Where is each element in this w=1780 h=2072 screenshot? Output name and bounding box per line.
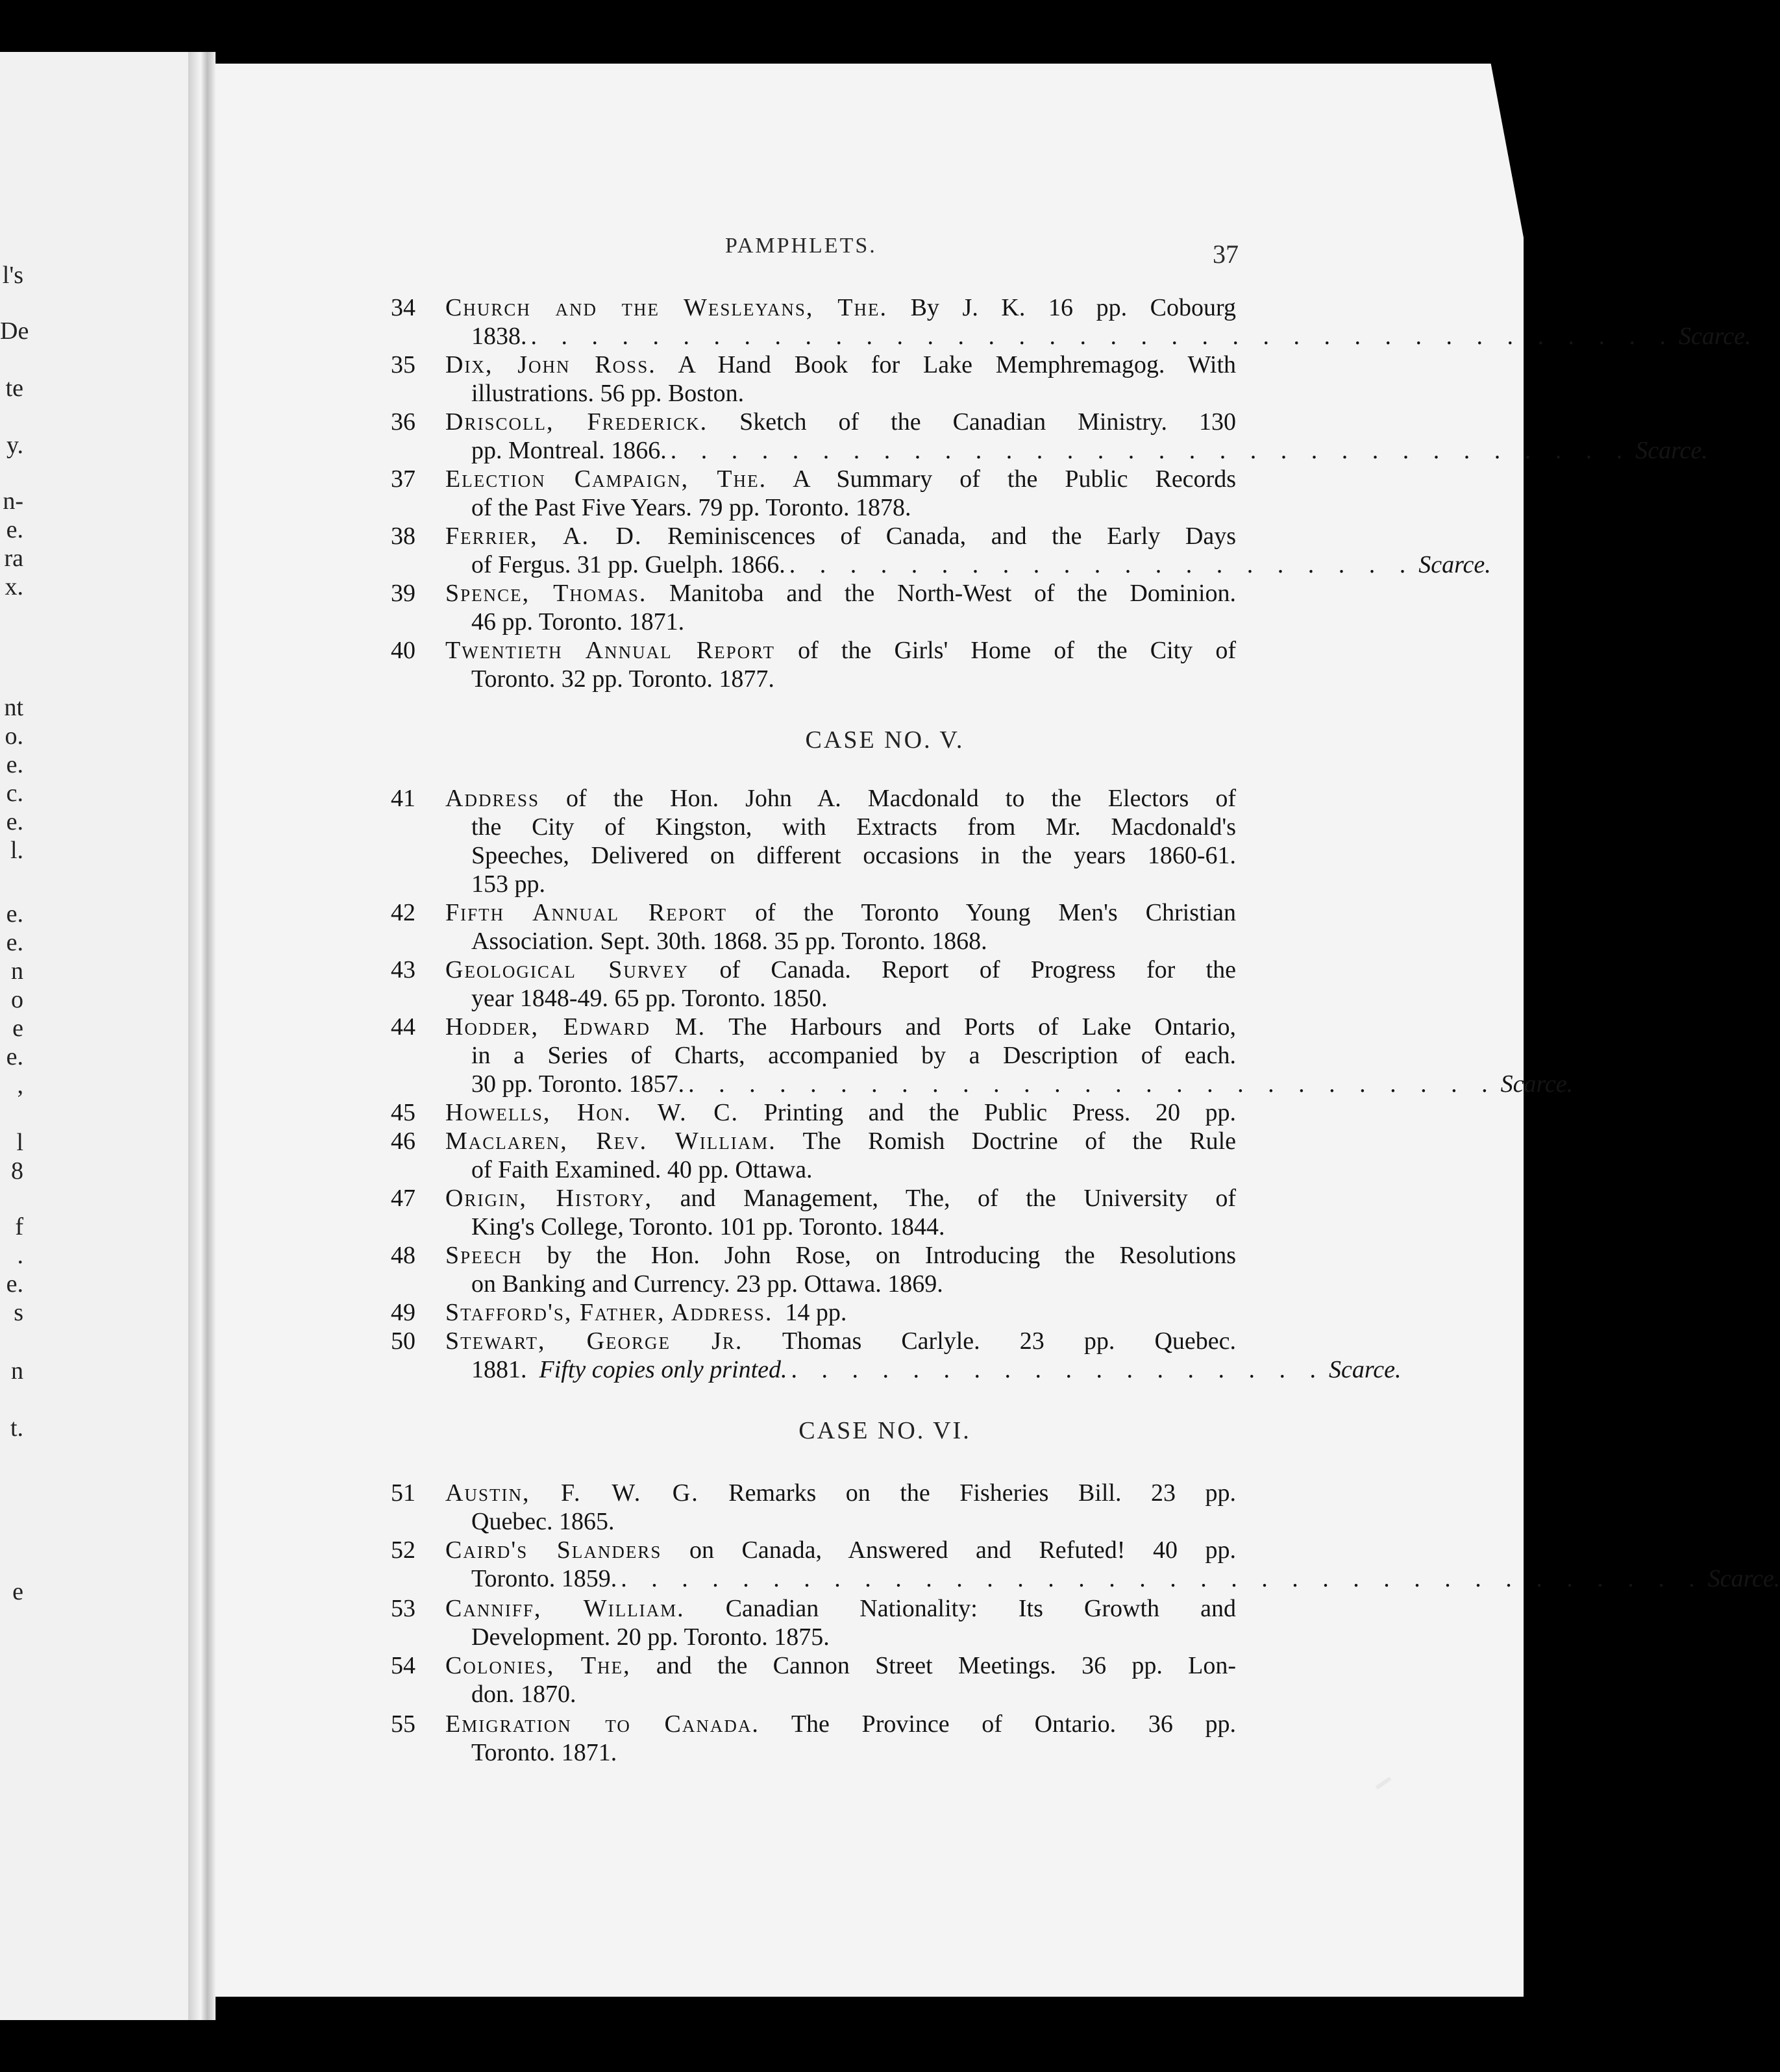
edition-note: Fifty copies only printed. xyxy=(539,1356,787,1383)
scarcity-note: Scarce. xyxy=(1635,437,1708,464)
margin-fragment: e. xyxy=(6,516,23,543)
catalogue-entry xyxy=(391,1013,1574,1098)
entry-number: 48 xyxy=(391,1242,415,1269)
page-number: 37 xyxy=(1213,240,1239,269)
margin-fragment: f xyxy=(15,1213,23,1240)
entry-text: the City of Kingston, with Extracts from Mr. Macdonald's xyxy=(471,813,1236,841)
dot-leader: . . . . . . . . . . . . . . . . . . xyxy=(791,1356,1326,1383)
entry-number: 45 xyxy=(391,1099,415,1126)
entry-number: 36 xyxy=(391,408,415,436)
section-heading-case-v: CASE NO. V. xyxy=(805,726,965,754)
entry-title: Stafford's, Father, Address. xyxy=(445,1299,773,1326)
entry-text: The Romish Doctrine of the Rule xyxy=(802,1128,1236,1155)
margin-fragment: l. xyxy=(10,837,23,864)
entry-title: Twentieth Annual Report xyxy=(445,637,775,664)
entry-text: pp. Montreal. 1866. xyxy=(471,437,667,464)
running-header: PAMPHLETS. xyxy=(725,234,877,258)
entry-title: Emigration to Canada. xyxy=(445,1710,760,1738)
margin-fragment: e. xyxy=(6,929,23,956)
catalogue-entry xyxy=(391,293,1751,351)
dot-leader: . . . . . . . . . . . . . . . . . . . . . xyxy=(789,551,1415,578)
entry-text: 1881. xyxy=(471,1356,527,1383)
margin-fragment: s xyxy=(14,1299,23,1326)
entry-text: Development. 20 pp. Toronto. 1875. xyxy=(471,1623,830,1651)
catalogue-entry xyxy=(393,1710,1236,1767)
margin-fragment: e xyxy=(12,1578,23,1605)
margin-fragment: c. xyxy=(6,780,23,807)
entry-title: Dix, John Ross. xyxy=(445,351,656,378)
catalogue-entry xyxy=(393,465,1236,522)
margin-fragment: te xyxy=(5,375,23,402)
catalogue-entry xyxy=(393,1241,1236,1298)
margin-fragment: e. xyxy=(6,1270,23,1298)
entry-text: on Banking and Currency. 23 pp. Ottawa. 1869. xyxy=(471,1270,943,1298)
catalogue-entry xyxy=(393,956,1236,1013)
entry-text: and Management, The, of the University of xyxy=(680,1185,1237,1212)
entry-text: 46 pp. Toronto. 1871. xyxy=(471,608,685,635)
entry-number: 51 xyxy=(391,1479,415,1507)
entry-text: Association. Sept. 30th. 1868. 35 pp. Toronto. 1868. xyxy=(471,928,987,955)
entry-text: Thomas Carlyle. 23 pp. Quebec. xyxy=(782,1327,1236,1355)
scarcity-note: Scarce. xyxy=(1418,551,1491,578)
entry-text: Manitoba and the North-West of the Dominion. xyxy=(669,580,1237,607)
margin-fragment: l xyxy=(16,1129,23,1156)
catalogue-entry xyxy=(391,522,1491,579)
entry-text: of Fergus. 31 pp. Guelph. 1866. xyxy=(471,551,785,578)
entry-number: 52 xyxy=(391,1536,415,1564)
entry-text: Remarks on the Fisheries Bill. 23 pp. xyxy=(728,1479,1237,1507)
margin-fragment: nt xyxy=(4,694,23,721)
entry-title: Church and the Wesleyans, The. xyxy=(445,294,887,321)
entry-number: 49 xyxy=(391,1299,415,1326)
dot-leader: . . . . . . . . . . . . . . . . . . . . . . . . . . . xyxy=(688,1070,1497,1098)
entry-text: Toronto. 1859. xyxy=(471,1565,617,1592)
entry-text: The Province of Ontario. 36 pp. xyxy=(791,1710,1236,1738)
scarcity-note: Scarce. xyxy=(1329,1356,1402,1383)
margin-fragment: e xyxy=(12,1015,23,1042)
entry-number: 46 xyxy=(391,1128,415,1155)
entry-number: 44 xyxy=(391,1013,415,1041)
catalogue-entry xyxy=(393,579,1236,636)
entry-text: 1838. xyxy=(471,323,527,350)
entry-text: of Canada. Report of Progress for the xyxy=(719,956,1237,983)
entry-text: King's College, Toronto. 101 pp. Toronto. 1844. xyxy=(471,1213,945,1240)
catalogue-entry xyxy=(393,351,1236,408)
entry-number: 53 xyxy=(391,1595,415,1622)
entry-number: 39 xyxy=(391,580,415,607)
margin-fragment: De xyxy=(0,317,29,345)
scarcity-note: Scarce. xyxy=(1500,1070,1574,1098)
catalogue-entry xyxy=(393,898,1236,956)
margin-fragment: e. xyxy=(6,808,23,835)
entry-title: Address xyxy=(445,785,539,812)
margin-fragment: e. xyxy=(6,1043,23,1070)
entry-number: 40 xyxy=(391,637,415,664)
entry-number: 43 xyxy=(391,956,415,983)
dot-leader: . . . . . . . . . . . . . . . . . . . . . . . . . . . . . . . . . . . . xyxy=(621,1565,1704,1592)
entry-title: Origin, History, xyxy=(445,1185,653,1212)
entry-number: 55 xyxy=(391,1710,415,1738)
catalogue-entry xyxy=(393,636,1236,693)
margin-fragment: o xyxy=(11,986,23,1013)
entry-text: of the Toronto Young Men's Christian xyxy=(755,899,1237,926)
entry-text: By J. K. 16 pp. Cobourg xyxy=(910,294,1236,321)
entry-text: 14 pp. xyxy=(785,1299,847,1326)
entry-text: Speeches, Delivered on different occasions in the years 1860-61. xyxy=(471,842,1236,869)
margin-fragment: n xyxy=(11,957,23,985)
entry-text: illustrations. 56 pp. Boston. xyxy=(471,380,745,407)
entry-title: Stewart, George Jr. xyxy=(445,1327,743,1355)
entry-text: don. 1870. xyxy=(471,1681,576,1708)
catalogue-entry xyxy=(391,1536,1780,1593)
scarcity-note: Scarce. xyxy=(1707,1565,1780,1592)
margin-fragment: l's xyxy=(2,262,23,289)
margin-fragment: e. xyxy=(6,900,23,928)
entry-text: A Hand Book for Lake Memphremagog. With xyxy=(678,351,1236,378)
catalogue-entry xyxy=(393,784,1236,898)
section-heading-case-vi: CASE NO. VI. xyxy=(798,1417,971,1444)
entry-text: The Harbours and Ports of Lake Ontario, xyxy=(728,1013,1236,1041)
catalogue-entry xyxy=(393,1184,1236,1241)
margin-fragment: o. xyxy=(5,722,23,750)
entry-number: 38 xyxy=(391,523,415,550)
entry-text: of Faith Examined. 40 pp. Ottawa. xyxy=(471,1156,813,1183)
entry-number: 41 xyxy=(391,785,415,812)
entry-number: 50 xyxy=(391,1327,415,1355)
margin-fragment: t. xyxy=(10,1414,23,1442)
entry-title: Fifth Annual Report xyxy=(445,899,728,926)
entry-title: Canniff, William. xyxy=(445,1595,685,1622)
entry-title: Maclaren, Rev. William. xyxy=(445,1128,776,1155)
catalogue-entry xyxy=(393,1098,1236,1127)
margin-fragment: . xyxy=(17,1242,23,1269)
entry-title: Austin, F. W. G. xyxy=(445,1479,699,1507)
entry-number: 47 xyxy=(391,1185,415,1212)
dot-leader: . . . . . . . . . . . . . . . . . . . . . . . . . . . . . . . . . . . . . . xyxy=(530,323,1675,350)
scarcity-note: Scarce. xyxy=(1679,323,1751,350)
dot-leader: . . . . . . . . . . . . . . . . . . . . . . . . . . . . . . . . xyxy=(670,437,1632,464)
entry-title: Speech xyxy=(445,1242,523,1269)
entry-text: on Canada, Answered and Refuted! 40 pp. xyxy=(689,1536,1237,1564)
entry-number: 37 xyxy=(391,465,415,493)
entry-text: Toronto. 32 pp. Toronto. 1877. xyxy=(471,665,774,693)
entry-text: by the Hon. John Rose, on Introducing the Resolutions xyxy=(547,1242,1236,1269)
margin-fragment: x. xyxy=(5,573,23,600)
catalogue-entry xyxy=(393,1298,1236,1327)
entry-title: Spence, Thomas. xyxy=(445,580,647,607)
catalogue-entry xyxy=(393,1594,1236,1651)
entry-title: Caird's Slanders xyxy=(445,1536,662,1564)
margin-fragment: ra xyxy=(4,545,23,572)
entry-text: 30 pp. Toronto. 1857. xyxy=(471,1070,685,1098)
left-page xyxy=(0,52,198,2020)
margin-fragment: n- xyxy=(3,487,23,515)
entry-title: Howells, Hon. W. C. xyxy=(445,1099,739,1126)
margin-fragment: 8 xyxy=(11,1157,23,1185)
entry-title: Ferrier, A. D. xyxy=(445,523,643,550)
entry-text: of the Girls' Home of the City of xyxy=(798,637,1237,664)
catalogue-entry xyxy=(393,1127,1236,1184)
entry-text: and the Cannon Street Meetings. 36 pp. Lon- xyxy=(656,1652,1237,1679)
entry-title: Colonies, The, xyxy=(445,1652,631,1679)
entry-title: Hodder, Edward M. xyxy=(445,1013,706,1041)
entry-number: 35 xyxy=(391,351,415,378)
entry-text: year 1848-49. 65 pp. Toronto. 1850. xyxy=(471,985,828,1012)
catalogue-entry xyxy=(391,408,1708,465)
catalogue-entry xyxy=(391,1327,1402,1384)
entry-title: Election Campaign, The. xyxy=(445,465,767,493)
catalogue-entry xyxy=(393,1651,1236,1708)
margin-fragment: y. xyxy=(6,432,23,459)
entry-title: Geological Survey xyxy=(445,956,689,983)
entry-number: 34 xyxy=(391,294,415,321)
entry-text: Reminiscences of Canada, and the Early Days xyxy=(667,523,1237,550)
margin-fragment: , xyxy=(17,1072,23,1099)
entry-text: of the Past Five Years. 79 pp. Toronto. 1878. xyxy=(471,494,911,521)
entry-number: 54 xyxy=(391,1652,415,1679)
margin-fragment: e. xyxy=(6,751,23,778)
entry-title: Driscoll, Frederick. xyxy=(445,408,708,436)
entry-text: Sketch of the Canadian Ministry. 130 xyxy=(739,408,1236,436)
entry-text: of the Hon. John A. Macdonald to the Electors of xyxy=(566,785,1236,812)
book-gutter xyxy=(188,52,216,2020)
catalogue-entry xyxy=(393,1479,1236,1536)
entry-text: Printing and the Public Press. 20 pp. xyxy=(763,1099,1236,1126)
entry-text: Toronto. 1871. xyxy=(471,1739,617,1766)
entry-text: A Summary of the Public Records xyxy=(793,465,1236,493)
entry-text: Canadian Nationality: Its Growth and xyxy=(725,1595,1236,1622)
entry-text: 153 pp. xyxy=(471,870,545,898)
margin-fragment: n xyxy=(11,1357,23,1385)
entry-text: Quebec. 1865. xyxy=(471,1508,615,1535)
entry-number: 42 xyxy=(391,899,415,926)
entry-text: in a Series of Charts, accompanied by a Description of each. xyxy=(471,1042,1236,1069)
